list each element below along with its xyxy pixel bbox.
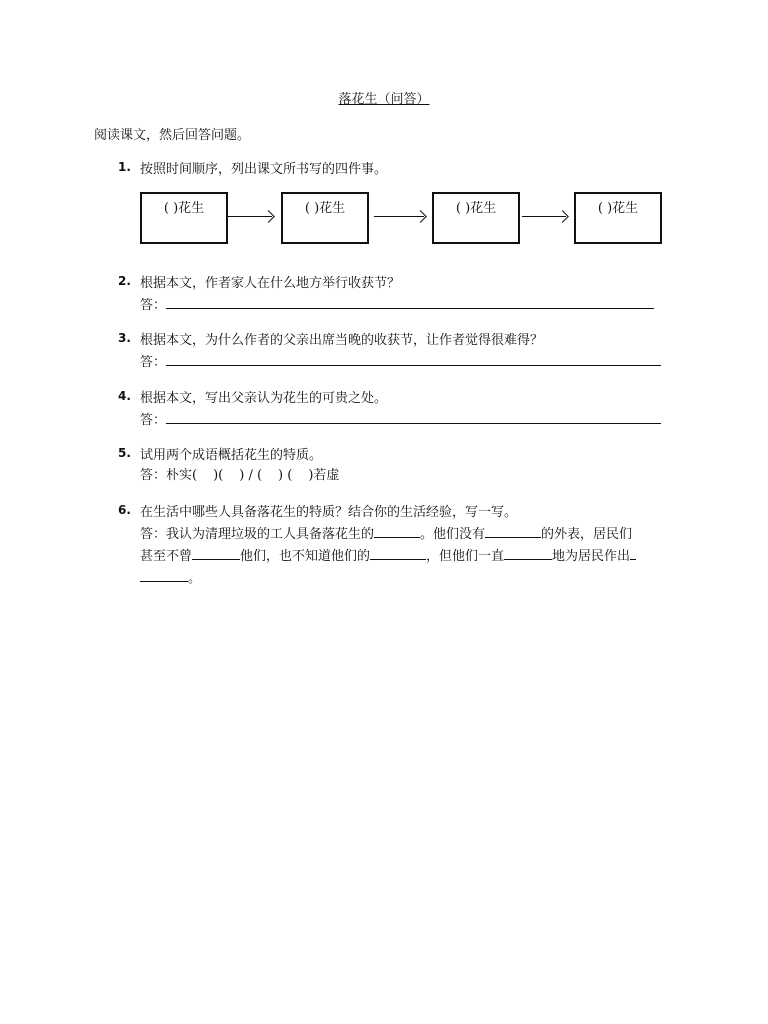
question-text: 按照时间顺序，列出课文所书写的四件事。	[140, 162, 388, 177]
answer-label: 答：	[140, 468, 167, 483]
instructions: 阅读课文，然后回答问题。	[94, 128, 251, 143]
answer-text: 。他们没有	[420, 527, 486, 542]
fill-blank-3[interactable]	[192, 545, 240, 560]
idiom-part: ) (	[278, 468, 293, 483]
question-number: 1.	[118, 160, 131, 174]
arrow-right-icon	[374, 216, 424, 217]
flow-box-label: ( )花生	[455, 201, 497, 216]
idiom-part: 朴实(	[166, 468, 198, 483]
fill-blank-2[interactable]	[485, 523, 541, 538]
answer-label: 答：	[140, 413, 167, 428]
flow-box-3[interactable]	[432, 192, 520, 244]
answer-line[interactable]	[166, 409, 661, 424]
question-text: 根据本文，作者家人在什么地方举行收获节？	[140, 276, 401, 291]
flow-box-label: ( )花生	[304, 201, 346, 216]
answer-line[interactable]	[166, 351, 661, 366]
flow-box-label: ( )花生	[163, 201, 205, 216]
answer-text: 甚至不曾	[140, 549, 193, 564]
answer-label: 答：	[140, 298, 167, 313]
fill-blank-4[interactable]	[370, 545, 426, 560]
fill-blank-6-start[interactable]	[630, 545, 636, 560]
question-number: 5.	[118, 446, 131, 460]
answer-label: 答：	[140, 355, 167, 370]
question-number: 6.	[118, 503, 131, 517]
answer-text: 地为居民作出	[552, 549, 631, 564]
flow-box-4[interactable]	[574, 192, 662, 244]
answer-label: 答：	[140, 527, 167, 542]
fill-blank-1[interactable]	[374, 523, 420, 538]
answer-text: 他们，也不知道他们的	[240, 549, 371, 564]
fill-blank-6[interactable]	[140, 567, 188, 582]
question-number: 2.	[118, 274, 131, 288]
answer-line[interactable]	[166, 294, 654, 309]
flow-box-1[interactable]	[140, 192, 228, 244]
idiom-part: ) / (	[239, 468, 263, 483]
arrow-right-icon	[522, 216, 566, 217]
flow-box-2[interactable]	[281, 192, 369, 244]
question-text: 根据本文，为什么作者的父亲出席当晚的收获节，让作者觉得很难得？	[140, 333, 544, 348]
fill-blank-5[interactable]	[504, 545, 552, 560]
question-text: 根据本文，写出父亲认为花生的可贵之处。	[140, 391, 388, 406]
question-text: 在生活中哪些人具备落花生的特质？结合你的生活经验，写一写。	[140, 505, 518, 520]
answer-text: 我认为清理垃圾的工人具备落花生的	[166, 527, 375, 542]
flow-box-label: ( )花生	[597, 201, 639, 216]
idiom-part: )若虚	[308, 468, 340, 483]
question-number: 3.	[118, 331, 131, 345]
question-text: 试用两个成语概括花生的特质。	[140, 448, 323, 463]
question-number: 4.	[118, 389, 131, 403]
page-title: 落花生（问答）	[338, 92, 430, 107]
answer-text: 。	[188, 571, 202, 586]
arrow-right-icon	[228, 216, 272, 217]
idiom-part: )(	[213, 468, 224, 483]
answer-text: ，但他们一直	[426, 549, 505, 564]
answer-text: 的外表，居民们	[541, 527, 633, 542]
